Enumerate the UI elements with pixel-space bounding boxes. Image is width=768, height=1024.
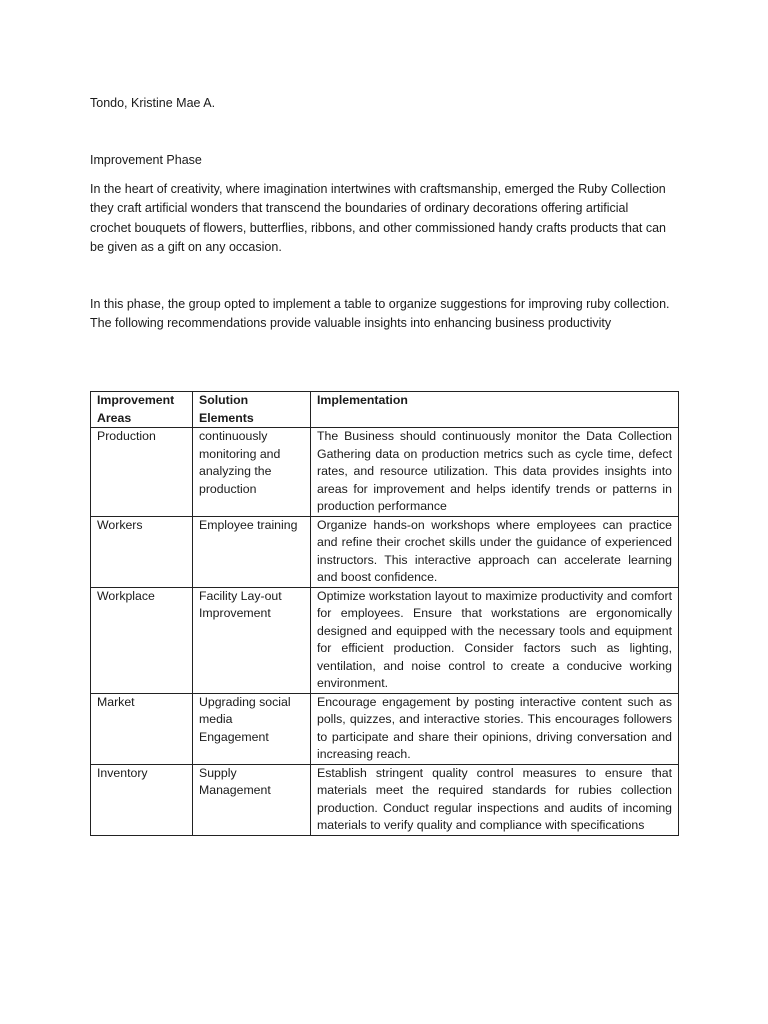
improvement-table [90,391,679,836]
phase-paragraph: In this phase, the group opted to implement a table to organize suggestions for improving ruby collection. The following recommendations provide valuable insights into enhancing business productivity [90,297,670,331]
area-cell: Inventory [91,764,193,835]
table-row [91,516,679,587]
intro-paragraph: In the heart of creativity, where imagination intertwines with craftsmanship, emerged the Ruby Collection they craft artificial wonders that transcend the boundaries of ordinary decorations offering artificial crochet bouquets of flowers, butterflies, ribbons, and other commissioned handy crafts products that can be given as a gift on any occasion. [90,182,667,254]
area-cell: Workers [91,516,193,587]
table-row [91,428,679,517]
solution-cell: Employee training [193,516,311,587]
author-name: Tondo, Kristine Mae A. [90,96,216,110]
section-title: Improvement Phase [90,153,202,167]
table-row [91,587,679,693]
table-header-row [91,392,679,428]
header-solution-elements: Solution Elements [193,392,311,428]
solution-cell: Upgrading social media Engagement [193,693,311,764]
implementation-cell: Optimize workstation layout to maximize productivity and comfort for employees. Ensure that workstations are ergonomically designed and equipped with the necessary tools and equipment for efficient production. Consider factors such as lighting, ventilation, and noise control to create a conducive working environment. [311,587,679,693]
header-improvement-areas: Improvement Areas [91,392,193,428]
solution-cell: Supply Management [193,764,311,835]
implementation-cell: Organize hands-on workshops where employees can practice and refine their crochet skills under the guidance of experienced instructors. This interactive approach can accelerate learning and boost confidence. [311,516,679,587]
implementation-cell: Encourage engagement by posting interactive content such as polls, quizzes, and interactive stories. This encourages followers to participate and share their opinions, driving conversation and increasing reach. [311,693,679,764]
table-row [91,693,679,764]
implementation-cell: Establish stringent quality control measures to ensure that materials meet the required standards for rubies collection production. Conduct regular inspections and audits of incoming materials to verify quality and compliance with specifications [311,764,679,835]
header-implementation: Implementation [311,392,679,428]
area-cell: Workplace [91,587,193,693]
table-row [91,764,679,835]
solution-cell: continuously monitoring and analyzing the production [193,428,311,517]
implementation-cell: The Business should continuously monitor the Data Collection Gathering data on production metrics such as cycle time, defect rates, and resource utilization. This data provides insights into areas for improvement and helps identify trends or patterns in production performance [311,428,679,517]
area-cell: Market [91,693,193,764]
area-cell: Production [91,428,193,517]
solution-cell: Facility Lay-out Improvement [193,587,311,693]
